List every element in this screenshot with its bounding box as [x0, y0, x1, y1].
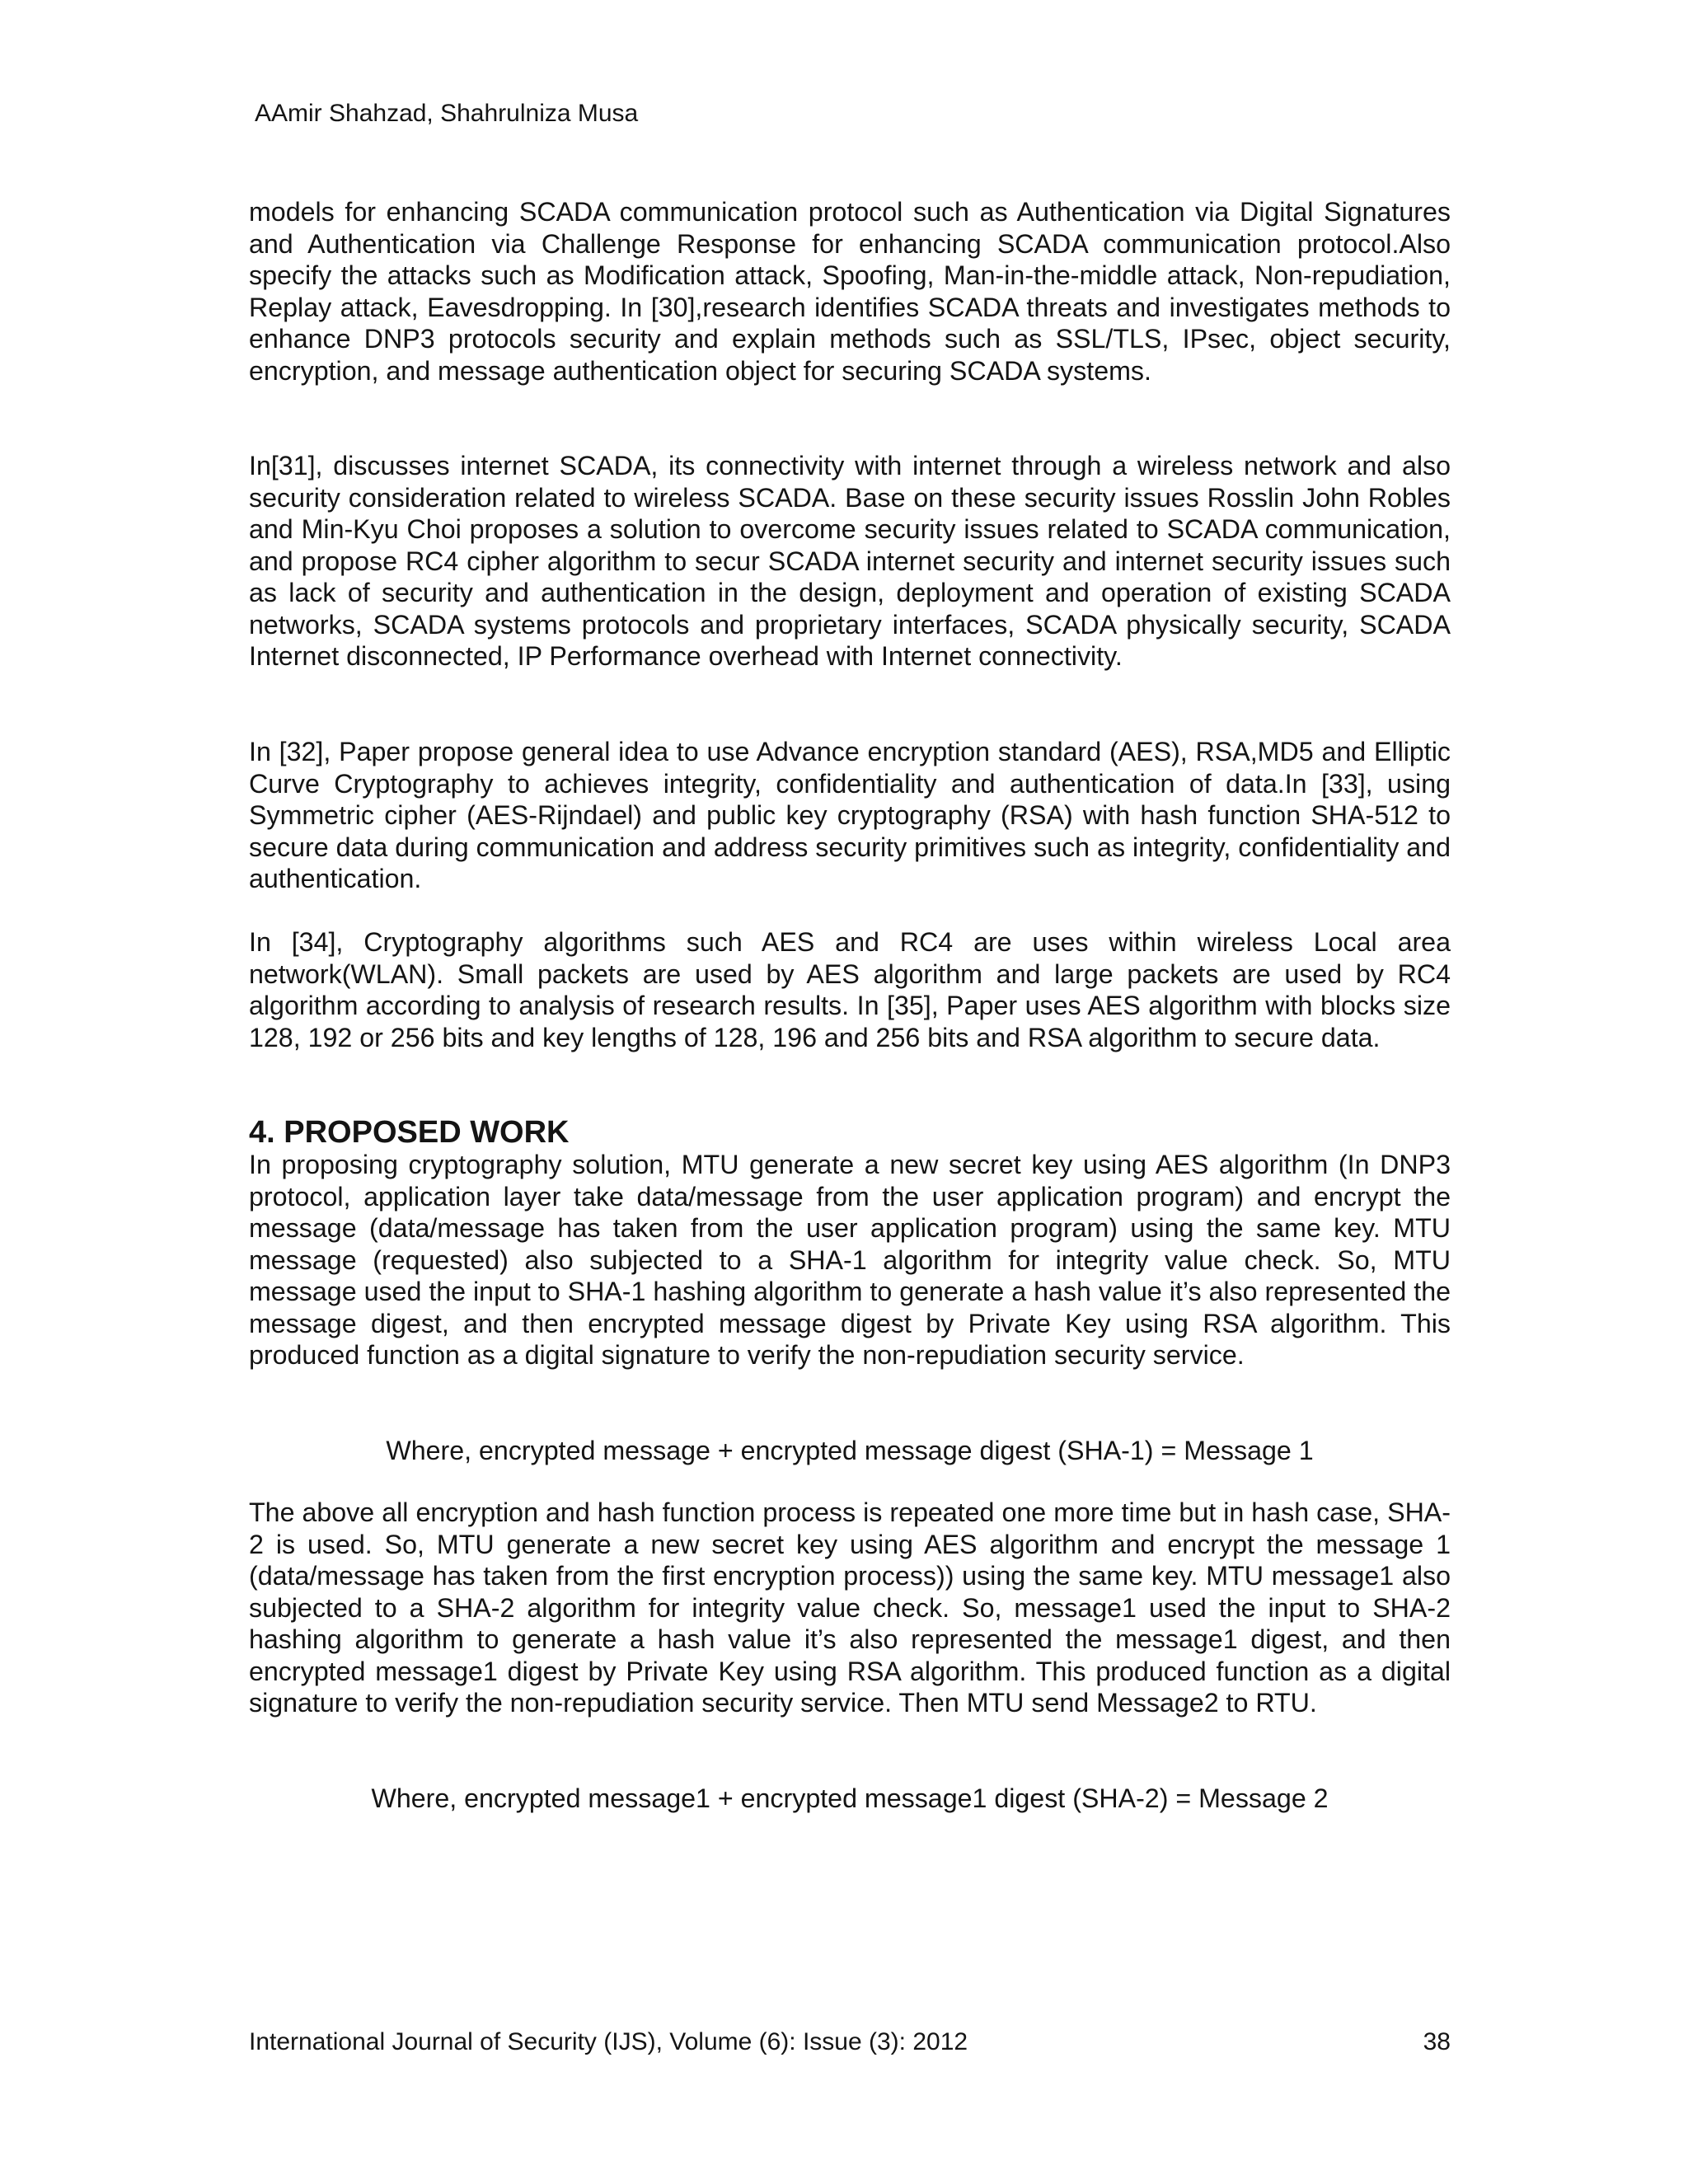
paragraph-proposed-work-1: In proposing cryptography solution, MTU generate a new secret key using AES algorithm (In DNP3 protocol, application layer take data/message from the user application program) and encrypt the message (data/message has taken from the user application program) using the same key. MTU message (requested) also subjected to a SHA-1 algorithm for integrity value check. So, MTU message used the input to SHA-1 hashing algorithm to generate a hash value it’s also represented the message digest, and then encrypted message digest by Private Key using RSA algorithm. This produced function as a digital signature to verify the non-repudiation security service.: [249, 1150, 1451, 1370]
paragraph-proposed-work-2: The above all encryption and hash function process is repeated one more time but in hash case, SHA-2 is used. So, MTU generate a new secret key using AES algorithm and encrypt the message 1 (data/message has taken from the first encryption process)) using the same key. MTU message1 also subjected to a SHA-2 algorithm for integrity value check. So, message1 used the input to SHA-2 hashing algorithm to generate a hash value it’s also represented the message1 digest, and then encrypted message1 digest by Private Key using RSA algorithm. This produced function as a digital signature to verify the non-repudiation security service. Then MTU send Message2 to RTU.: [249, 1497, 1451, 1718]
paragraph-related-work-4: In [34], Cryptography algorithms such AES and RC4 are uses within wireless Local area network(WLAN). Small packets are used by AES algorithm and large packets are used by RC4 algorithm according to analysis of research results. In [35], Paper uses AES algorithm with blocks size 128, 192 or 256 bits and key lengths of 128, 196 and 256 bits and RSA algorithm to secure data.: [249, 927, 1451, 1052]
paragraph-related-work-3: In [32], Paper propose general idea to use Advance encryption standard (AES), RSA,MD5 and Elliptic Curve Cryptography to achieves integrity, confidentiality and authentication of data.In [33], using Symmetric cipher (AES-Rijndael) and public key cryptography (RSA) with hash function SHA-512 to secure data during communication and address security primitives such as integrity, confidentiality and authentication.: [249, 737, 1451, 893]
paragraph-related-work-2: In[31], discusses internet SCADA, its connectivity with internet through a wireless network and also security consideration related to wireless SCADA. Base on these security issues Rosslin John Robles and Min-Kyu Choi proposes a solution to overcome security issues related to SCADA communication, and propose RC4 cipher algorithm to secur SCADA internet security and internet security issues such as lack of security and authentication in the design, deployment and operation of existing SCADA networks, SCADA systems protocols and proprietary interfaces, SCADA physically security, SCADA Internet disconnected, IP Performance overhead with Internet connectivity.: [249, 451, 1451, 671]
paragraph-related-work-1: models for enhancing SCADA communication protocol such as Authentication via Digital Signatures and Authentication via Challenge Response for enhancing SCADA communication protocol.Also specify the attacks such as Modification attack, Spoofing, Man-in-the-middle attack, Non-repudiation, Replay attack, Eavesdropping. In [30],research identifies SCADA threats and investigates methods to enhance DNP3 protocols security and explain methods such as SSL/TLS, IPsec, object security, encryption, and message authentication object for securing SCADA systems.: [249, 197, 1451, 386]
running-head-authors: AAmir Shahzad, Shahrulniza Musa: [255, 100, 639, 127]
equation-message-1: Where, encrypted message + encrypted message digest (SHA-1) = Message 1: [386, 1436, 1314, 1465]
footer-page-number: 38: [1423, 2028, 1451, 2055]
footer-journal-citation: International Journal of Security (IJS), Volume (6): Issue (3): 2012: [249, 2028, 968, 2055]
equation-message-2: Where, encrypted message1 + encrypted message1 digest (SHA-2) = Message 2: [371, 1783, 1329, 1813]
section-heading-proposed-work: 4. PROPOSED WORK: [249, 1115, 570, 1150]
